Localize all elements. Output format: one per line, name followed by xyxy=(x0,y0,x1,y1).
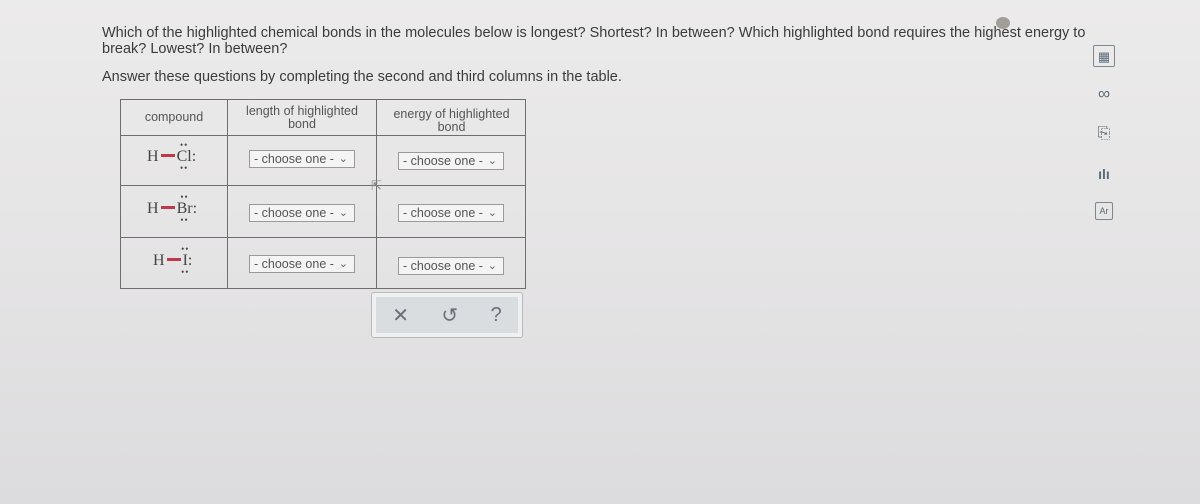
lone-pair-colon: : xyxy=(191,148,197,165)
length-select-hcl[interactable]: - choose one - ⌄ xyxy=(249,150,355,168)
energy-select-hi[interactable]: - choose one - ⌄ xyxy=(398,257,504,275)
compound-cell-hi xyxy=(121,238,228,289)
energy-select-hbr[interactable]: - choose one - ⌄ xyxy=(398,204,504,222)
highlighted-bond xyxy=(161,206,175,209)
length-cell-hbr xyxy=(228,186,377,238)
close-icon[interactable]: ✕ xyxy=(392,304,409,327)
highlighted-bond xyxy=(167,258,181,261)
energy-cell-hi xyxy=(377,238,526,289)
mouse-cursor-icon: ⇱ xyxy=(371,178,382,193)
header-compound-cell xyxy=(121,100,228,136)
toolbar-buttons xyxy=(376,297,518,333)
chart-icon[interactable]: ılı xyxy=(1098,166,1110,182)
compound-cell-hcl xyxy=(121,136,228,186)
chevron-down-icon: ⌄ xyxy=(338,207,348,219)
length-cell-hcl xyxy=(228,136,377,186)
energy-cell-hbr xyxy=(377,186,526,238)
molecule-hi xyxy=(153,244,193,277)
data-sheet-icon[interactable]: ⎘ xyxy=(1097,125,1111,142)
highlighted-bond xyxy=(161,154,175,157)
answer-toolbar xyxy=(371,292,523,338)
header-energy-cell xyxy=(377,100,526,136)
help-icon[interactable]: ? xyxy=(490,303,502,326)
lone-pair-colon: : xyxy=(187,252,193,269)
header-energy: energy of highlighted bond xyxy=(393,107,510,134)
lone-pair-dots: •• xyxy=(180,192,189,202)
compound-cell-hbr xyxy=(121,186,228,238)
length-cell-hi xyxy=(228,238,377,289)
calculator-icon[interactable]: ▦ xyxy=(1093,45,1115,67)
header-compound: compound xyxy=(144,110,204,124)
molecule-hbr xyxy=(147,192,198,225)
energy-cell-hcl xyxy=(377,136,526,186)
chevron-down-icon: ⌄ xyxy=(487,207,497,219)
length-select-hbr[interactable]: - choose one - ⌄ xyxy=(249,204,355,222)
answer-table xyxy=(120,99,526,289)
energy-select-hcl[interactable]: - choose one - ⌄ xyxy=(398,152,504,170)
halogen-atom-cl: •• Cl •• xyxy=(176,140,192,173)
chevron-down-icon: ⌄ xyxy=(487,260,497,272)
chevron-down-icon: ⌄ xyxy=(338,153,348,165)
header-length: length of highlighted bond xyxy=(246,104,358,131)
lone-pair-colon: : xyxy=(192,200,198,217)
lone-pair-dots: •• xyxy=(181,267,190,277)
length-select-hi[interactable]: - choose one - ⌄ xyxy=(249,255,355,273)
question-text: Which of the highlighted chemical bonds in the molecules below is longest? Shortest? In between? Which highlighted bond requires the highest energy to break? Lowest? In between? xyxy=(102,25,1086,57)
lone-pair-dots: •• xyxy=(179,163,189,173)
undo-icon[interactable]: ↺ xyxy=(441,304,459,327)
lone-pair-dots: •• xyxy=(179,140,189,150)
instruction-text: Answer these questions by completing the second and third columns in the table. xyxy=(102,69,622,85)
infinity-link-icon[interactable]: ∞ xyxy=(1097,84,1111,103)
lone-pair-dots: •• xyxy=(180,215,189,225)
hydrogen-atom: H xyxy=(147,148,159,165)
chevron-down-icon: ⌄ xyxy=(487,155,497,167)
chevron-down-icon: ⌄ xyxy=(338,258,348,270)
molecule-hcl xyxy=(147,140,197,173)
hydrogen-atom: H xyxy=(147,200,159,217)
lone-pair-dots: •• xyxy=(181,244,190,254)
halogen-atom-br: •• Br •• xyxy=(176,192,193,225)
periodic-table-icon[interactable]: Ar xyxy=(1095,202,1113,220)
halogen-atom-i: •• I •• xyxy=(181,244,190,277)
hydrogen-atom: H xyxy=(153,252,165,269)
header-length-cell xyxy=(228,100,377,136)
